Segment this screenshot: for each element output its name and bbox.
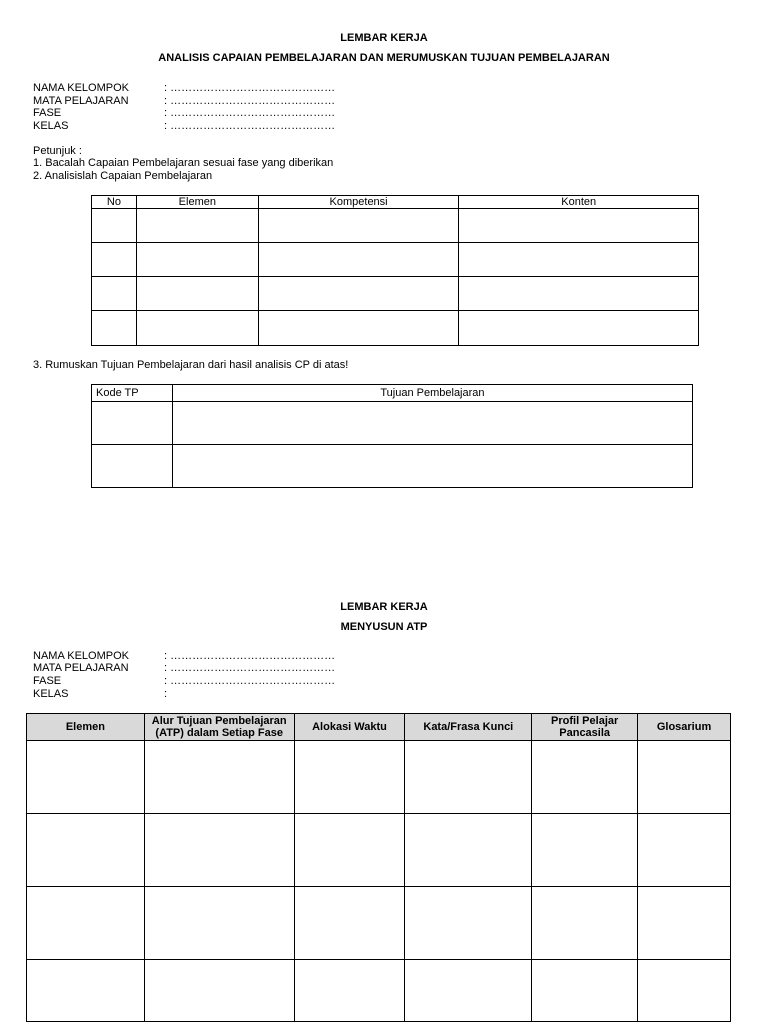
- field-value-kelas: : ………………………………………: [164, 120, 336, 132]
- table-cell[interactable]: [136, 209, 258, 243]
- table-cell[interactable]: [532, 741, 638, 814]
- table-row: [27, 960, 731, 1022]
- table-cell[interactable]: [638, 887, 731, 960]
- field-label-kelas: KELAS: [33, 120, 69, 132]
- field-value-mata-pelajaran: : ………………………………………: [164, 662, 336, 674]
- field-label-nama-kelompok: NAMA KELOMPOK: [33, 650, 129, 662]
- table-cell[interactable]: [294, 741, 405, 814]
- table-row: [27, 814, 731, 887]
- table-cell[interactable]: [459, 243, 699, 277]
- sheet2-subtitle: MENYUSUN ATP: [340, 621, 428, 633]
- table-cell[interactable]: [144, 741, 294, 814]
- field-label-mata-pelajaran: MATA PELAJARAN: [33, 95, 129, 107]
- table-cell[interactable]: [136, 243, 258, 277]
- instruction-step-1: 1. Bacalah Capaian Pembelajaran sesuai fase yang diberikan: [33, 157, 334, 169]
- table-cell[interactable]: [92, 277, 137, 311]
- cp-analysis-table: [91, 195, 699, 346]
- table-cell[interactable]: [405, 741, 532, 814]
- column-header-kata-frasa-kunci: Kata/Frasa Kunci: [405, 714, 532, 741]
- table-cell[interactable]: [532, 960, 638, 1022]
- tp-table: [91, 384, 693, 488]
- table-cell[interactable]: [405, 960, 532, 1022]
- table-cell[interactable]: [294, 960, 405, 1022]
- column-header-kompetensi: Kompetensi: [258, 196, 459, 209]
- sheet1-title: LEMBAR KERJA: [340, 32, 428, 44]
- table-cell[interactable]: [92, 209, 137, 243]
- table-row: [27, 741, 731, 814]
- field-value-fase: : ………………………………………: [164, 675, 336, 687]
- table-cell[interactable]: [638, 960, 731, 1022]
- field-value-nama-kelompok: : ………………………………………: [164, 650, 336, 662]
- sheet1-subtitle: ANALISIS CAPAIAN PEMBELAJARAN DAN MERUMUSKAN TUJUAN PEMBELAJARAN: [158, 52, 610, 64]
- column-header-atp: Alur Tujuan Pembelajaran (ATP) dalam Setiap Fase: [144, 714, 294, 741]
- table-cell[interactable]: [258, 243, 459, 277]
- table-cell[interactable]: [92, 402, 173, 445]
- table-row: [92, 311, 699, 346]
- instructions-heading: Petunjuk :: [33, 145, 82, 157]
- table-cell[interactable]: [459, 311, 699, 346]
- table-cell[interactable]: [638, 741, 731, 814]
- table-cell[interactable]: [172, 402, 692, 445]
- column-header-tujuan-pembelajaran: Tujuan Pembelajaran: [172, 385, 692, 402]
- table-cell[interactable]: [144, 814, 294, 887]
- table-cell[interactable]: [405, 814, 532, 887]
- table-cell[interactable]: [144, 887, 294, 960]
- table-cell[interactable]: [27, 814, 145, 887]
- table-cell[interactable]: [27, 741, 145, 814]
- instruction-step-2: 2. Analisislah Capaian Pembelajaran: [33, 170, 213, 182]
- column-header-profil-pelajar-pancasila: Profil Pelajar Pancasila: [532, 714, 638, 741]
- table-cell[interactable]: [172, 445, 692, 488]
- field-label-fase: FASE: [33, 107, 62, 119]
- column-header-elemen: Elemen: [136, 196, 258, 209]
- table-row: [92, 277, 699, 311]
- field-value-fase: : ………………………………………: [164, 107, 336, 119]
- table-row: [92, 402, 693, 445]
- table-cell[interactable]: [405, 887, 532, 960]
- table-row: [92, 209, 699, 243]
- table-row: [27, 887, 731, 960]
- field-label-kelas: KELAS: [33, 688, 69, 700]
- field-value-kelas: :: [164, 688, 168, 700]
- instruction-step-3: 3. Rumuskan Tujuan Pembelajaran dari hasil analisis CP di atas!: [33, 359, 349, 371]
- field-value-mata-pelajaran: : ………………………………………: [164, 95, 336, 107]
- table-cell[interactable]: [144, 960, 294, 1022]
- column-header-elemen: Elemen: [27, 714, 145, 741]
- table-cell[interactable]: [258, 311, 459, 346]
- table-cell[interactable]: [258, 209, 459, 243]
- table-cell[interactable]: [27, 887, 145, 960]
- table-cell[interactable]: [92, 243, 137, 277]
- table-cell[interactable]: [136, 277, 258, 311]
- column-header-no: No: [92, 196, 137, 209]
- atp-table: [26, 713, 731, 1022]
- field-label-mata-pelajaran: MATA PELAJARAN: [33, 662, 129, 674]
- table-cell[interactable]: [294, 887, 405, 960]
- table-cell[interactable]: [459, 209, 699, 243]
- table-cell[interactable]: [294, 814, 405, 887]
- table-row: [92, 243, 699, 277]
- table-cell[interactable]: [136, 311, 258, 346]
- table-cell[interactable]: [92, 311, 137, 346]
- table-cell[interactable]: [258, 277, 459, 311]
- table-cell[interactable]: [638, 814, 731, 887]
- table-row: [92, 445, 693, 488]
- column-header-alokasi-waktu: Alokasi Waktu: [294, 714, 405, 741]
- field-label-fase: FASE: [33, 675, 62, 687]
- field-value-nama-kelompok: : ………………………………………: [164, 82, 336, 94]
- table-cell[interactable]: [27, 960, 145, 1022]
- table-cell[interactable]: [92, 445, 173, 488]
- table-cell[interactable]: [532, 814, 638, 887]
- column-header-glosarium: Glosarium: [638, 714, 731, 741]
- column-header-konten: Konten: [459, 196, 699, 209]
- field-label-nama-kelompok: NAMA KELOMPOK: [33, 82, 129, 94]
- table-cell[interactable]: [459, 277, 699, 311]
- column-header-kode-tp: Kode TP: [92, 385, 173, 402]
- table-cell[interactable]: [532, 887, 638, 960]
- sheet2-title: LEMBAR KERJA: [340, 601, 428, 613]
